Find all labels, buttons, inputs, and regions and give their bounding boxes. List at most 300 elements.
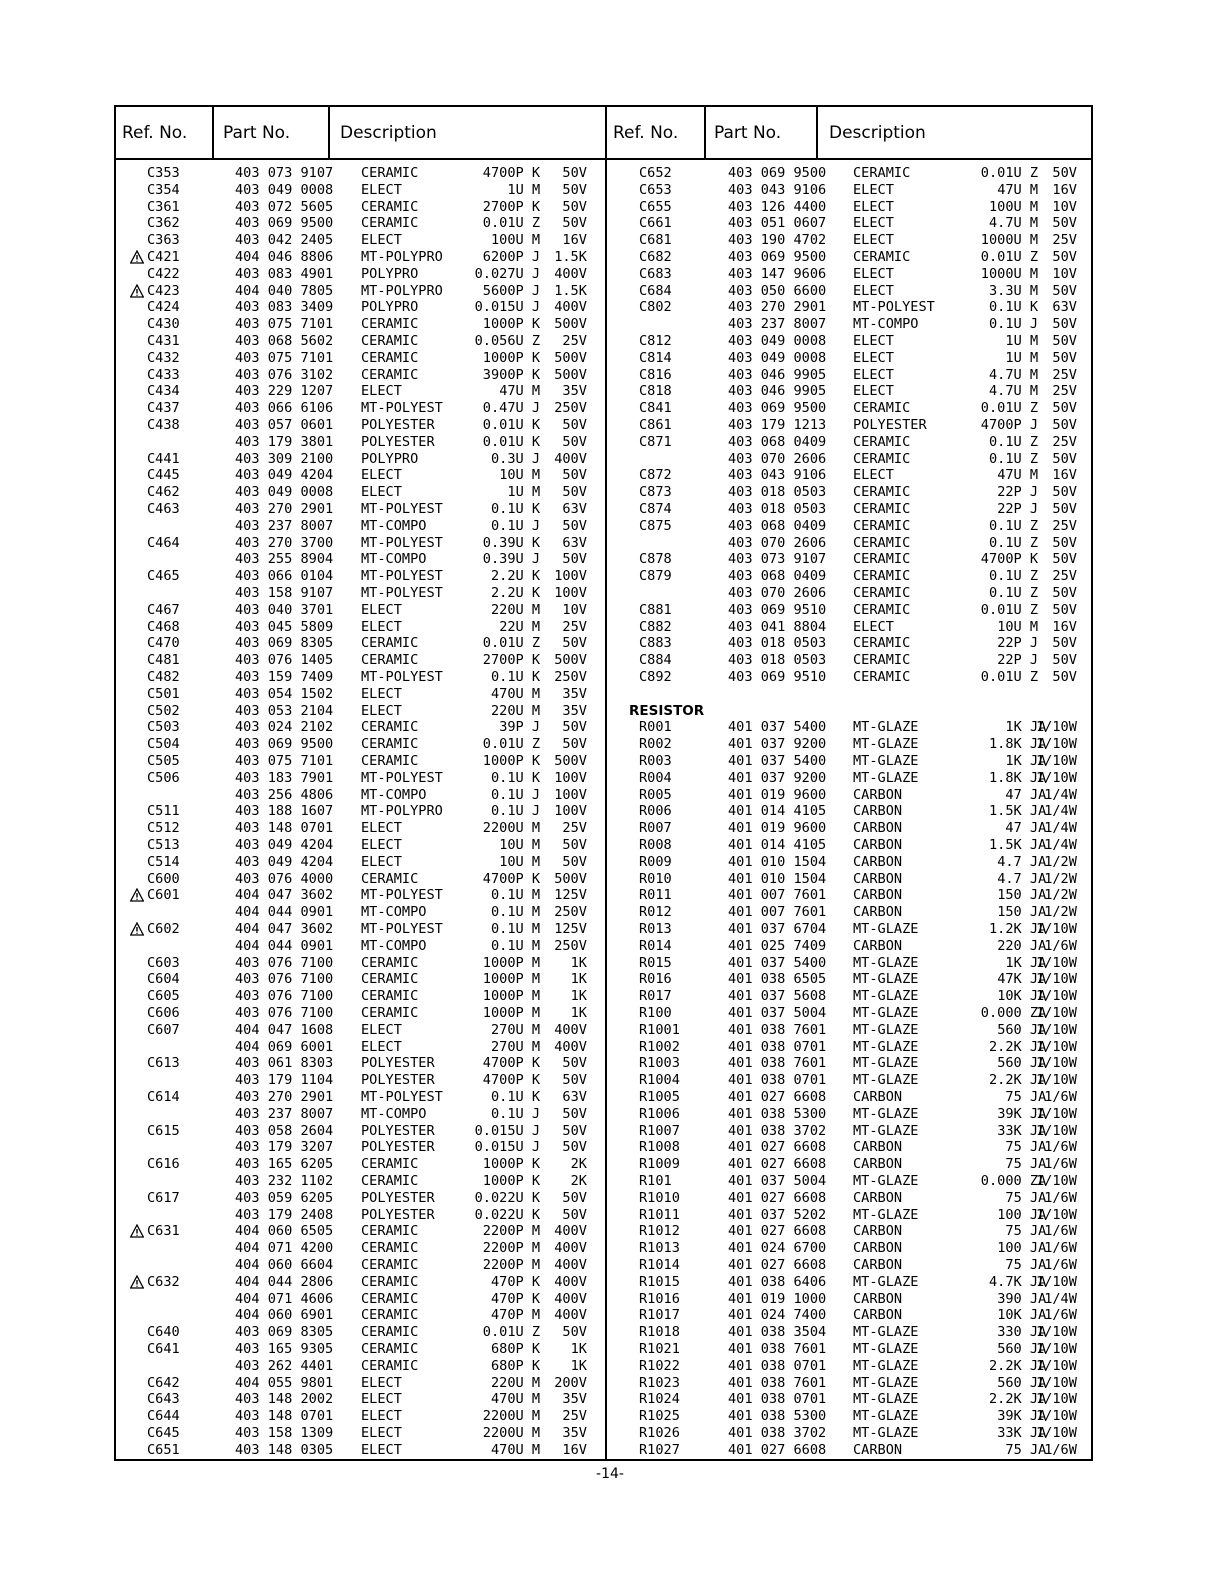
part-type: CERAMIC — [361, 349, 419, 366]
value-tolerance: 0.056U Z — [474, 333, 541, 349]
part-no: 403 059 6205 — [235, 1189, 334, 1206]
part-no: 403 018 0503 — [728, 501, 827, 517]
part-type: CERAMIC — [853, 601, 911, 618]
part-no: 401 038 7601 — [728, 1055, 827, 1072]
rating: 400V — [554, 1021, 587, 1038]
part-type: MT-GLAZE — [853, 1273, 919, 1290]
part-type: CERAMIC — [361, 971, 419, 988]
rating: 500V — [554, 652, 587, 669]
value-tolerance: 1000P M — [482, 1005, 541, 1021]
ref-no: R1015 — [639, 1273, 680, 1290]
ref-no: C613 — [147, 1055, 180, 1072]
value-tolerance: 0.022U K — [474, 1189, 541, 1206]
value-tolerance: 100U M — [989, 198, 1039, 215]
rating: 1/10W — [1036, 769, 1077, 786]
rating: 500V — [554, 753, 587, 769]
ref-no: R1022 — [639, 1357, 680, 1374]
part-type: MT-GLAZE — [853, 753, 919, 769]
rating: 25V — [1052, 366, 1077, 383]
part-no: 404 047 3602 — [235, 921, 334, 937]
rating: 63V — [1052, 299, 1077, 316]
part-no: 403 083 3409 — [235, 299, 334, 316]
part-no: 401 038 0701 — [728, 1391, 827, 1408]
value-tolerance: 0.1U Z — [989, 534, 1039, 551]
ref-no: C482 — [147, 669, 180, 685]
part-no: 403 042 2405 — [235, 232, 334, 249]
part-no: 404 071 4606 — [235, 1290, 334, 1307]
rating: 1/10W — [1036, 1055, 1077, 1072]
part-no: 403 075 7101 — [235, 316, 334, 333]
part-no: 401 038 0701 — [728, 1072, 827, 1089]
value-tolerance: 1U M — [507, 484, 541, 501]
ref-no: C814 — [639, 349, 672, 366]
value-tolerance: 4.7K JA — [989, 1273, 1047, 1290]
part-no: 401 027 6608 — [728, 1089, 827, 1105]
value-tolerance: 22P J — [997, 652, 1039, 669]
ref-no: C513 — [147, 837, 180, 853]
value-tolerance: 0.000 ZA — [980, 1005, 1047, 1021]
rating: 50V — [1052, 669, 1077, 685]
part-type: MT-POLYEST — [361, 1089, 443, 1105]
ref-no: C645 — [147, 1425, 180, 1441]
rating: 1/10W — [1036, 954, 1077, 971]
part-no: 403 024 2102 — [235, 719, 334, 736]
part-no: 401 037 9200 — [728, 769, 827, 786]
part-type: MT-GLAZE — [853, 736, 919, 753]
part-no: 403 256 4806 — [235, 786, 334, 803]
part-no: 403 179 1213 — [728, 417, 827, 433]
value-tolerance: 4700P K — [482, 1072, 541, 1089]
value-tolerance: 0.1U M — [491, 887, 541, 904]
part-no: 403 046 9905 — [728, 383, 827, 400]
value-tolerance: 0.1U K — [491, 669, 541, 685]
ref-no: C651 — [147, 1441, 180, 1458]
ref-no: C465 — [147, 568, 180, 585]
rating: 1/10W — [1036, 1374, 1077, 1391]
part-no: 401 038 3504 — [728, 1324, 827, 1341]
part-no: 401 037 9200 — [728, 736, 827, 753]
value-tolerance: 3900P K — [482, 366, 541, 383]
rating: 250V — [554, 400, 587, 417]
rating: 50V — [562, 736, 587, 753]
ref-no: R1006 — [639, 1105, 680, 1122]
part-type: CARBON — [853, 1257, 903, 1273]
part-no: 401 027 6608 — [728, 1139, 827, 1156]
part-no: 401 038 5300 — [728, 1408, 827, 1425]
part-type: CERAMIC — [361, 652, 419, 669]
header-description: Description — [340, 123, 437, 143]
part-no: 404 055 9801 — [235, 1374, 334, 1391]
part-type: ELECT — [361, 820, 402, 837]
value-tolerance: 0.1U K — [491, 769, 541, 786]
rating: 2K — [570, 1156, 587, 1173]
value-tolerance: 10U M — [499, 853, 541, 870]
ref-no: R015 — [639, 954, 672, 971]
rating: 1/2W — [1044, 853, 1077, 870]
ref-no: C875 — [639, 517, 672, 534]
value-tolerance: 2.2U K — [491, 585, 541, 601]
rating: 50V — [1052, 349, 1077, 366]
value-tolerance: 39P J — [499, 719, 541, 736]
value-tolerance: 1000U M — [980, 265, 1039, 282]
part-type: ELECT — [361, 484, 402, 501]
part-no: 404 047 3602 — [235, 887, 334, 904]
rating: 50V — [562, 433, 587, 450]
part-type: MT-COMPO — [853, 316, 919, 333]
value-tolerance: 22P J — [997, 501, 1039, 517]
value-tolerance: 0.1U Z — [989, 517, 1039, 534]
value-tolerance: 75 JA — [1005, 1257, 1047, 1273]
rating: 63V — [562, 534, 587, 551]
value-tolerance: 0.015U J — [474, 1122, 541, 1139]
part-type: ELECT — [361, 1441, 402, 1458]
value-tolerance: 2700P K — [482, 198, 541, 215]
ref-no: C432 — [147, 349, 180, 366]
part-no: 403 270 2901 — [235, 1089, 334, 1105]
rating: 100V — [554, 786, 587, 803]
header-description: Description — [829, 123, 926, 143]
value-tolerance: 470P K — [491, 1273, 541, 1290]
part-type: CERAMIC — [361, 1290, 419, 1307]
rating: 50V — [562, 198, 587, 215]
rating: 25V — [1052, 517, 1077, 534]
part-type: CARBON — [853, 1240, 903, 1257]
value-tolerance: 1000P K — [482, 1173, 541, 1189]
value-tolerance: 39K JA — [997, 1105, 1047, 1122]
part-type: CARBON — [853, 870, 903, 887]
ref-no: R1013 — [639, 1240, 680, 1257]
part-no: 403 049 4204 — [235, 467, 334, 484]
part-type: CARBON — [853, 1441, 903, 1458]
ref-no: R1027 — [639, 1441, 680, 1458]
part-type: CERAMIC — [361, 1173, 419, 1189]
rating: 1/10W — [1036, 753, 1077, 769]
ref-no: C802 — [639, 299, 672, 316]
value-tolerance: 47U M — [499, 383, 541, 400]
ref-no: C481 — [147, 652, 180, 669]
value-tolerance: 4700P K — [482, 165, 541, 181]
part-type: CARBON — [853, 837, 903, 853]
part-type: CERAMIC — [361, 753, 419, 769]
rating: 1/4W — [1044, 820, 1077, 837]
value-tolerance: 1K JA — [1005, 954, 1047, 971]
value-tolerance: 1000P K — [482, 753, 541, 769]
rating: 250V — [554, 669, 587, 685]
part-no: 403 049 4204 — [235, 853, 334, 870]
ref-no: C511 — [147, 803, 180, 820]
rating: 200V — [554, 1374, 587, 1391]
part-no: 401 024 6700 — [728, 1240, 827, 1257]
value-tolerance: 0.1U Z — [989, 433, 1039, 450]
part-no: 401 007 7601 — [728, 904, 827, 921]
part-no: 403 072 5605 — [235, 198, 334, 215]
part-no: 403 179 3801 — [235, 433, 334, 450]
value-tolerance: 1.8K JA — [989, 769, 1047, 786]
part-no: 401 027 6608 — [728, 1257, 827, 1273]
rating: 400V — [554, 299, 587, 316]
rating: 500V — [554, 366, 587, 383]
value-tolerance: 270U M — [491, 1038, 541, 1055]
value-tolerance: 1U M — [1005, 333, 1039, 349]
part-no: 403 043 9106 — [728, 467, 827, 484]
header-part-no: Part No. — [714, 123, 782, 143]
part-no: 403 076 7100 — [235, 1005, 334, 1021]
value-tolerance: 47U M — [997, 181, 1039, 198]
part-type: POLYPRO — [361, 299, 419, 316]
part-type: CARBON — [853, 803, 903, 820]
ref-no: C470 — [147, 635, 180, 652]
part-no: 403 237 8007 — [728, 316, 827, 333]
rating: 1/6W — [1044, 1139, 1077, 1156]
value-tolerance: 0.01U Z — [980, 601, 1039, 618]
part-type: CERAMIC — [361, 215, 419, 232]
value-tolerance: 0.1U M — [491, 937, 541, 954]
part-no: 403 158 1309 — [235, 1425, 334, 1441]
part-no: 404 044 0901 — [235, 904, 334, 921]
part-type: MT-COMPO — [361, 517, 427, 534]
part-no: 403 069 9500 — [728, 400, 827, 417]
value-tolerance: 470U M — [491, 1391, 541, 1408]
safety-warning-icon — [130, 922, 144, 936]
rating: 1/4W — [1044, 786, 1077, 803]
part-no: 401 027 6608 — [728, 1189, 827, 1206]
value-tolerance: 10U M — [499, 837, 541, 853]
ref-no: C363 — [147, 232, 180, 249]
ref-no: C861 — [639, 417, 672, 433]
rating: 16V — [562, 1441, 587, 1458]
rating: 100V — [554, 585, 587, 601]
value-tolerance: 560 JA — [997, 1055, 1047, 1072]
value-tolerance: 330 JA — [997, 1324, 1047, 1341]
ref-no: R005 — [639, 786, 672, 803]
ref-no: C632 — [147, 1273, 180, 1290]
rating: 1.5K — [554, 282, 587, 299]
value-tolerance: 1.5K JA — [989, 803, 1047, 820]
part-type: MT-POLYPRO — [361, 282, 443, 299]
value-tolerance: 0.1U Z — [989, 450, 1039, 467]
rating: 1/10W — [1036, 988, 1077, 1005]
part-type: MT-POLYEST — [361, 769, 443, 786]
rating: 100V — [554, 568, 587, 585]
part-no: 401 037 5400 — [728, 719, 827, 736]
rating: 50V — [562, 1122, 587, 1139]
value-tolerance: 560 JA — [997, 1341, 1047, 1357]
part-type: CERAMIC — [853, 517, 911, 534]
value-tolerance: 0.01U Z — [980, 669, 1039, 685]
rating: 50V — [1052, 249, 1077, 265]
part-type: ELECT — [853, 282, 894, 299]
part-type: CARBON — [853, 1189, 903, 1206]
ref-no: C607 — [147, 1021, 180, 1038]
ref-no: R010 — [639, 870, 672, 887]
part-no: 404 069 6001 — [235, 1038, 334, 1055]
value-tolerance: 680P K — [491, 1341, 541, 1357]
rating: 1K — [570, 988, 587, 1005]
part-type: ELECT — [361, 618, 402, 635]
ref-no: R1023 — [639, 1374, 680, 1391]
ref-no: C652 — [639, 165, 672, 181]
part-no: 401 014 4105 — [728, 803, 827, 820]
part-no: 403 054 1502 — [235, 685, 334, 702]
rating: 50V — [1052, 450, 1077, 467]
rating: 10V — [1052, 198, 1077, 215]
rating: 1/10W — [1036, 1408, 1077, 1425]
part-no: 403 057 0601 — [235, 417, 334, 433]
part-type: ELECT — [361, 1425, 402, 1441]
part-type: MT-POLYEST — [361, 887, 443, 904]
part-no: 403 049 0008 — [728, 349, 827, 366]
part-type: CERAMIC — [853, 501, 911, 517]
part-no: 401 038 0701 — [728, 1357, 827, 1374]
column-divider — [816, 107, 818, 158]
part-type: ELECT — [361, 1374, 402, 1391]
rating: 50V — [562, 484, 587, 501]
part-no: 403 046 9905 — [728, 366, 827, 383]
part-no: 403 179 3207 — [235, 1139, 334, 1156]
value-tolerance: 22P J — [997, 484, 1039, 501]
part-no: 401 019 9600 — [728, 786, 827, 803]
value-tolerance: 0.01U Z — [980, 249, 1039, 265]
part-type: CERAMIC — [361, 1341, 419, 1357]
rating: 50V — [562, 215, 587, 232]
rating: 50V — [1052, 165, 1077, 181]
safety-warning-icon — [130, 1224, 144, 1238]
rating: 1/10W — [1036, 1072, 1077, 1089]
ref-no: C872 — [639, 467, 672, 484]
part-no: 401 038 0701 — [728, 1038, 827, 1055]
part-type: CERAMIC — [361, 635, 419, 652]
value-tolerance: 2.2K JA — [989, 1038, 1047, 1055]
part-no: 403 159 7409 — [235, 669, 334, 685]
value-tolerance: 0.027U J — [474, 265, 541, 282]
rating: 400V — [554, 1240, 587, 1257]
part-no: 403 237 8007 — [235, 1105, 334, 1122]
rating: 1/10W — [1036, 1391, 1077, 1408]
part-type: ELECT — [853, 618, 894, 635]
part-no: 403 270 3700 — [235, 534, 334, 551]
part-no: 403 051 0607 — [728, 215, 827, 232]
part-no: 403 075 7101 — [235, 349, 334, 366]
rating: 1/10W — [1036, 1173, 1077, 1189]
ref-no: C882 — [639, 618, 672, 635]
part-type: ELECT — [853, 366, 894, 383]
rating: 400V — [554, 1307, 587, 1324]
value-tolerance: 0.1U J — [491, 517, 541, 534]
part-no: 403 049 0008 — [235, 181, 334, 198]
value-tolerance: 1K JA — [1005, 719, 1047, 736]
part-type: POLYPRO — [361, 450, 419, 467]
rating: 63V — [562, 1089, 587, 1105]
part-type: ELECT — [853, 333, 894, 349]
value-tolerance: 0.1U J — [989, 316, 1039, 333]
part-no: 403 073 9107 — [235, 165, 334, 181]
value-tolerance: 150 JA — [997, 887, 1047, 904]
part-type: CERAMIC — [853, 568, 911, 585]
part-type: MT-COMPO — [361, 937, 427, 954]
value-tolerance: 4700P J — [980, 417, 1039, 433]
parts-list-table — [114, 105, 1093, 1461]
part-no: 403 066 0104 — [235, 568, 334, 585]
part-type: MT-POLYPRO — [361, 803, 443, 820]
part-type: MT-GLAZE — [853, 1357, 919, 1374]
part-no: 403 043 9106 — [728, 181, 827, 198]
part-no: 403 041 8804 — [728, 618, 827, 635]
ref-no: C353 — [147, 165, 180, 181]
ref-no: C878 — [639, 551, 672, 568]
part-type: POLYESTER — [361, 417, 435, 433]
rating: 400V — [554, 1257, 587, 1273]
ref-no: C605 — [147, 988, 180, 1005]
value-tolerance: 1.5K JA — [989, 837, 1047, 853]
value-tolerance: 1000P K — [482, 316, 541, 333]
rating: 50V — [1052, 316, 1077, 333]
part-no: 403 183 7901 — [235, 769, 334, 786]
value-tolerance: 2200P M — [482, 1223, 541, 1240]
rating: 2K — [570, 1173, 587, 1189]
part-type: MT-GLAZE — [853, 1324, 919, 1341]
safety-warning-icon — [130, 284, 144, 298]
part-no: 403 237 8007 — [235, 517, 334, 534]
rating: 1/10W — [1036, 1273, 1077, 1290]
rating: 250V — [554, 937, 587, 954]
rating: 125V — [554, 921, 587, 937]
part-no: 403 148 0305 — [235, 1441, 334, 1458]
part-type: ELECT — [361, 383, 402, 400]
ref-no: R1009 — [639, 1156, 680, 1173]
header-divider — [116, 158, 1091, 160]
value-tolerance: 75 JA — [1005, 1189, 1047, 1206]
part-type: POLYESTER — [361, 433, 435, 450]
section-heading-label: RESISTOR — [629, 702, 705, 719]
part-type: MT-POLYEST — [361, 669, 443, 685]
part-no: 403 070 2606 — [728, 585, 827, 601]
part-no: 401 038 6505 — [728, 971, 827, 988]
rating: 50V — [562, 181, 587, 198]
value-tolerance: 2.2K JA — [989, 1357, 1047, 1374]
ref-no: C884 — [639, 652, 672, 669]
ref-no: R013 — [639, 921, 672, 937]
part-type: CARBON — [853, 904, 903, 921]
ref-no: C644 — [147, 1408, 180, 1425]
rating: 1/2W — [1044, 870, 1077, 887]
part-type: CERAMIC — [361, 165, 419, 181]
part-type: MT-GLAZE — [853, 1021, 919, 1038]
ref-no: C684 — [639, 282, 672, 299]
part-no: 403 040 3701 — [235, 601, 334, 618]
rating: 25V — [1052, 433, 1077, 450]
ref-no: C642 — [147, 1374, 180, 1391]
ref-no: R1001 — [639, 1021, 680, 1038]
part-no: 403 069 8305 — [235, 1324, 334, 1341]
rating: 1K — [570, 971, 587, 988]
ref-no: C655 — [639, 198, 672, 215]
value-tolerance: 0.1U K — [491, 1089, 541, 1105]
part-type: CERAMIC — [853, 669, 911, 685]
value-tolerance: 75 JA — [1005, 1156, 1047, 1173]
part-no: 403 018 0503 — [728, 484, 827, 501]
part-type: MT-GLAZE — [853, 719, 919, 736]
part-type: ELECT — [853, 349, 894, 366]
value-tolerance: 0.000 ZA — [980, 1173, 1047, 1189]
part-no: 403 049 4204 — [235, 837, 334, 853]
part-type: MT-GLAZE — [853, 1391, 919, 1408]
part-type: CERAMIC — [853, 484, 911, 501]
ref-no: R011 — [639, 887, 672, 904]
part-no: 403 262 4401 — [235, 1357, 334, 1374]
part-type: ELECT — [853, 265, 894, 282]
part-type: CARBON — [853, 820, 903, 837]
part-no: 401 027 6608 — [728, 1223, 827, 1240]
